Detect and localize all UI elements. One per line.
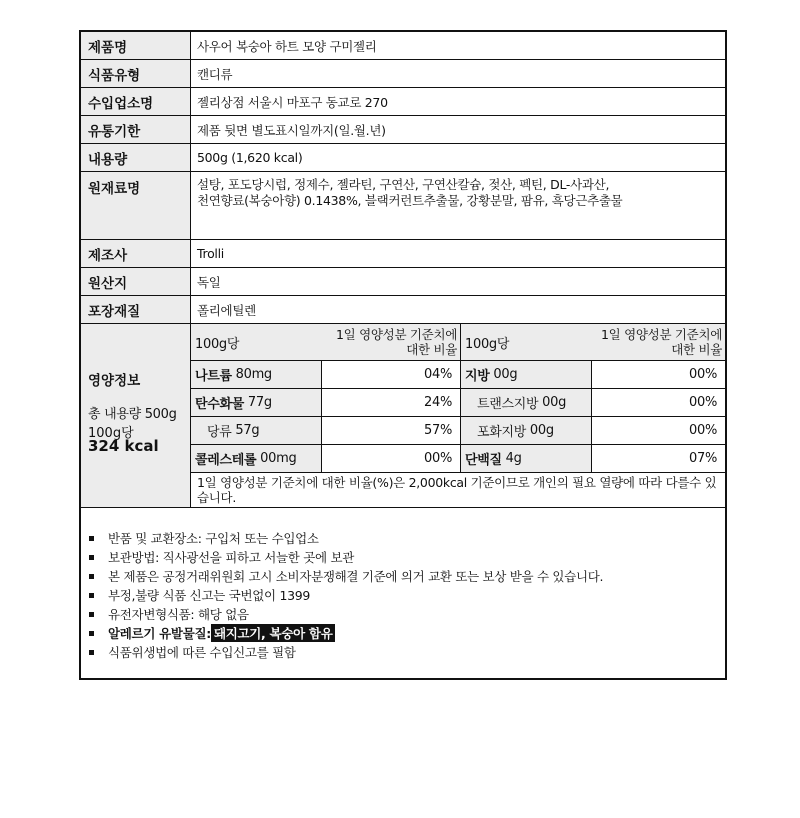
nutrient-name: 포화지방 — [477, 425, 527, 440]
header-per-left: 100g당 — [195, 336, 240, 352]
nutrient-name: 탄수화물 — [195, 397, 245, 412]
row-packaging — [81, 296, 725, 324]
notice-text: 부정,불량 식품 신고는 국번없이 1399 — [108, 588, 311, 603]
ingredients-line-1: 설탕, 포도당시럽, 정제수, 젤라틴, 구연산, 구연산칼슘, 젖산, 펙틴, DL-사과산, — [197, 177, 610, 192]
nutrient-sugars — [191, 417, 321, 445]
row-ingredients — [81, 172, 725, 240]
nutrient-name: 당류 — [207, 425, 232, 440]
nutrient-amount: 00g — [542, 395, 567, 410]
nutrition-table — [191, 324, 725, 508]
bullet-icon — [89, 650, 94, 655]
bullet-icon — [89, 612, 94, 617]
nutrient-carbs-pct: 24% — [321, 389, 460, 417]
label-origin: 원산지 — [81, 268, 191, 295]
nutrient-name: 지방 — [465, 369, 490, 384]
notice-text: 보관방법: 직사광선을 피하고 서늘한 곳에 보관 — [108, 550, 355, 565]
value-importer: 젤리상점 서울시 마포구 동교로 270 — [197, 94, 388, 110]
bullet-icon — [89, 631, 94, 636]
ingredients-line-2: 천연향료(복숭아향) 0.1438%, 블랙커런트추출물, 강황분말, 팜유, 흑당근추출물 — [197, 193, 623, 208]
nutrition-header-ratio-left — [321, 324, 460, 361]
nutrient-amount: 00g — [529, 423, 554, 438]
notice-item — [89, 529, 319, 547]
value-content-amount: 500g (1,620 kcal) — [197, 150, 303, 165]
nutrient-amount: 00g — [493, 367, 518, 382]
bullet-icon — [89, 555, 94, 560]
row-content-amount — [81, 144, 725, 172]
nutrition-per: 100g당 — [88, 426, 134, 441]
row-nutrition — [81, 324, 725, 508]
notice-text: 본 제품은 공정거래위원회 고시 소비자분쟁해결 기준에 의거 교환 또는 보상 받을 수 있습니다. — [108, 569, 604, 584]
nutrient-name: 콜레스테롤 — [195, 453, 257, 468]
value-expiry: 제품 뒷면 별도표시일까지(일.월.년) — [197, 122, 386, 138]
nutrient-trans-fat — [460, 389, 591, 417]
notice-text: 반품 및 교환장소: 구입처 또는 수입업소 — [108, 531, 319, 546]
value-ingredients — [191, 172, 725, 239]
row-expiry — [81, 116, 725, 144]
value-origin: 독일 — [197, 274, 221, 290]
row-product-name — [81, 32, 725, 60]
nutrition-note: 1일 영양성분 기준치에 대한 비율(%)은 2,000kcal 기준이므로 개인의 필요 열량에 따라 다를수 있습니다. — [197, 475, 717, 505]
nutrition-total: 총 내용량 500g — [88, 407, 177, 422]
header-ratio-left-1: 1일 영양성분 기준치에 — [336, 327, 457, 342]
nutrient-fat-pct: 00% — [591, 361, 725, 389]
nutrient-trans-fat-pct: 00% — [591, 389, 725, 417]
bullet-icon — [89, 593, 94, 598]
nutrient-sugars-pct: 57% — [321, 417, 460, 445]
nutrient-sodium-pct: 04% — [321, 361, 460, 389]
nutrition-label-cell — [81, 324, 191, 507]
notice-item — [89, 643, 296, 661]
nutrient-name: 단백질 — [465, 453, 502, 468]
label-importer: 수입업소명 — [81, 88, 191, 115]
label-ingredients: 원재료명 — [81, 172, 191, 239]
row-importer — [81, 88, 725, 116]
value-food-type: 캔디류 — [197, 66, 233, 82]
value-manufacturer: Trolli — [197, 246, 224, 261]
notice-item — [89, 605, 249, 623]
nutrient-name: 트랜스지방 — [477, 397, 539, 412]
nutrition-title: 영양정보 — [88, 373, 141, 389]
label-packaging: 포장재질 — [81, 296, 191, 323]
notice-text: 식품위생법에 따른 수입신고를 필함 — [108, 645, 296, 660]
nutrient-protein-pct: 07% — [591, 445, 725, 473]
row-origin — [81, 268, 725, 296]
nutrient-sodium — [191, 361, 321, 389]
nutrient-amount: 00mg — [260, 451, 297, 466]
header-ratio-right-2: 대한 비율 — [671, 342, 722, 357]
nutrition-kcal: 324 kcal — [88, 437, 159, 455]
nutrient-saturated-fat — [460, 417, 591, 445]
bullet-icon — [89, 536, 94, 541]
header-ratio-left-2: 대한 비율 — [406, 342, 457, 357]
nutrition-header-ratio-right — [591, 324, 725, 361]
nutrient-saturated-fat-pct: 00% — [591, 417, 725, 445]
label-manufacturer: 제조사 — [81, 240, 191, 267]
nutrient-cholesterol-pct: 00% — [321, 445, 460, 473]
nutrient-fat — [460, 361, 591, 389]
notice-allergy — [89, 624, 335, 642]
header-ratio-right-1: 1일 영양성분 기준치에 — [601, 327, 722, 342]
label-content-amount: 내용량 — [81, 144, 191, 171]
allergy-value: 돼지고기, 복숭아 함유 — [211, 624, 336, 642]
notice-text: 유전자변형식품: 해당 없음 — [108, 607, 249, 622]
nutrient-amount: 57g — [235, 423, 260, 438]
label-expiry: 유통기한 — [81, 116, 191, 143]
nutrient-carbs — [191, 389, 321, 417]
nutrient-name: 나트륨 — [195, 369, 232, 384]
notice-item — [89, 548, 354, 566]
nutrient-cholesterol — [191, 445, 321, 473]
row-manufacturer — [81, 240, 725, 268]
nutrient-amount: 4g — [505, 451, 522, 466]
product-info-table — [79, 30, 727, 680]
bullet-icon — [89, 574, 94, 579]
value-packaging: 폴리에틸렌 — [197, 302, 256, 318]
notice-item — [89, 567, 603, 585]
header-per-right: 100g당 — [465, 336, 510, 352]
value-product-name: 사우어 복숭아 하트 모양 구미젤리 — [197, 38, 377, 54]
nutrient-amount: 77g — [247, 395, 272, 410]
label-product-name: 제품명 — [81, 32, 191, 59]
nutrient-amount: 80mg — [235, 367, 272, 382]
nutrient-protein — [460, 445, 591, 473]
row-food-type — [81, 60, 725, 88]
notice-item — [89, 586, 310, 604]
allergy-label: 알레르기 유발물질: — [108, 626, 211, 641]
label-food-type: 식품유형 — [81, 60, 191, 87]
